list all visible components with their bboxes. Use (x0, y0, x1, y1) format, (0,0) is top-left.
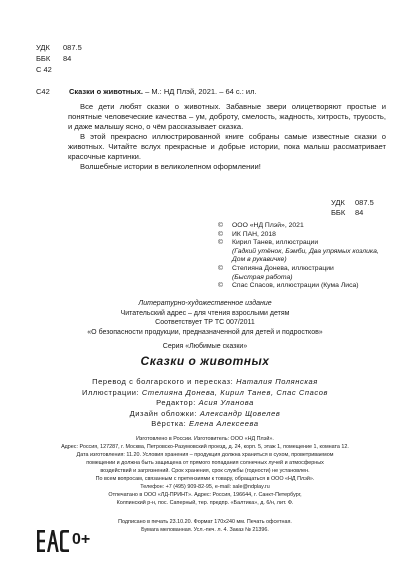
copyright-icon: © (218, 230, 224, 238)
bbk-row-right (331, 208, 374, 218)
copyright-text: Стелияна Донева, иллюстрации (232, 264, 334, 272)
copyright-text: Кирил Танев, иллюстрации (232, 239, 319, 247)
biblio-code: С42 (36, 87, 50, 96)
imprint-line: Дата изготовления: 11.20. Условия хранения – продукция должна храниться в сухом, проветриваемом (76, 452, 334, 458)
annotation (68, 102, 386, 172)
udk-key: УДК (331, 198, 345, 207)
annotation-paragraph: Волшебные истории в великолепном оформлении! (80, 162, 261, 171)
imprint-line: помещении и должна быть защищена от прямого попадания солнечных лучей и атмосферных (86, 460, 324, 466)
manufacturer-info (40, 435, 370, 491)
credit-name: Асия Уланова (198, 398, 254, 408)
biblio-rest: – М.: НД Плэй, 2021. – 64 с.: ил. (142, 87, 257, 96)
credit-line (40, 419, 370, 430)
udk-value: 087.5 (355, 198, 374, 207)
bbk-row (36, 53, 82, 64)
printing-line: Колпинский р-н, пос. Саперный, тер. предпр. «Балтика», д. 6/н, лит. Ф. (116, 500, 294, 506)
edition-info (40, 299, 370, 337)
signing-line: Бумага мелованная. Усл.-печ. л. 4. Заказ № 21396. (141, 527, 269, 533)
credit-line (40, 388, 370, 399)
credit-line (40, 398, 370, 409)
copyright-icon: © (218, 282, 224, 290)
book-title: Сказки о животных (140, 354, 270, 368)
copyright-list (218, 222, 390, 291)
copyright-item (218, 222, 390, 231)
classification-block-right (331, 198, 374, 218)
biblio-title: Сказки о животных. (69, 87, 143, 96)
credit-label: Иллюстрации: (81, 387, 142, 397)
copyright-note: (Гадкий утёнок, Бэмби, Два упрямых козлика, Дом в рукавичке) (232, 247, 379, 264)
imprint-line: Телефон: +7 (495) 909-82-95, e-mail: sale@ndplay.ru (140, 484, 270, 490)
annotation-paragraph: Все дети любят сказки о животных. Забавные звери олицетворяют простые и понятные человеческие качества – ум, доброту, смелость, жадность, хитрость, трусость, и даже малышу ясно, о чём рассказывает сказка. (68, 102, 386, 131)
series-line: Серия «Любимые сказки» (162, 343, 248, 350)
signing-line: Подписано в печать 23.10.20. Формат 170x240 мм. Печать офсетная. (118, 519, 292, 525)
classification-block (36, 42, 82, 75)
credit-label: Редактор: (156, 398, 199, 408)
credit-line (40, 409, 370, 420)
credits (40, 377, 370, 430)
imprint-line: воздействий и загрязнений. Срок хранения, срок службы (годности) не установлен. (100, 468, 310, 474)
copyright-item (218, 265, 390, 274)
imprint-line: Адрес: Россия, 127287, г. Москва, Петровско-Разумовский проезд, д. 24, корп. 5, этаж 1, помещение 1, комната 12. (61, 444, 349, 450)
printing-info (40, 491, 370, 507)
annotation-paragraph: В этой прекрасно иллюстрированной книге собраны самые известные сказки о животных. Читайте вслух прекрасные и добрые истории, пока малыш рассматривает красочные картинки. (68, 132, 386, 161)
bbk-value: 84 (63, 54, 72, 63)
edition-type-text: Литературно-художественное издание (138, 300, 272, 307)
printing-line: Отпечатано в ООО «ЛД-ПРИНТ». Адрес: Россия, 196644, г. Санкт-Петербург, (108, 492, 302, 498)
bbk-key: ББК (36, 54, 51, 63)
credit-label: Вёрстка: (151, 419, 190, 429)
copyright-item (218, 231, 390, 240)
credit-name: Наталия Полянская (236, 377, 318, 386)
copyright-item (218, 282, 390, 291)
credit-label: Перевод с болгарского и пересказ: (92, 377, 237, 386)
copyright-note: (Быстрая работа) (232, 273, 293, 281)
credit-name: Стелияна Донева, Кирил Танев, Спас Спасов (141, 387, 329, 397)
edition-standard: Соответствует ТР ТС 007/2011 (155, 319, 255, 326)
copyright-icon: © (218, 222, 224, 229)
copyright-text: ИК ПАН, 2018 (232, 230, 276, 238)
copyright-icon: © (218, 264, 224, 272)
udk-key: УДК (36, 43, 50, 52)
edition-audience: Читательский адрес – для чтения взрослыми детям (120, 309, 290, 317)
udk-value: 087.5 (63, 43, 82, 52)
copyright-icon: © (218, 239, 224, 247)
age-rating: 0+ (72, 531, 91, 548)
copyright-text: Спас Спасов, иллюстрации (Кума Лиса) (232, 282, 359, 290)
credit-name: Елена Алексеева (189, 419, 259, 429)
udk-row-right (331, 198, 374, 208)
copyright-text: ООО «НД Плэй», 2021 (232, 222, 304, 229)
imprint-line: По всем вопросам, связанным с претензиями к товару, обращаться в ООО «НД Плэй». (95, 476, 315, 482)
eac-mark-icon (37, 530, 69, 552)
imprint-line: Изготовлено в России. Изготовитель: ООО «НД Плэй». (136, 436, 274, 442)
credit-line (40, 377, 370, 388)
biblio-entry (69, 87, 257, 96)
edition-standard-title: «О безопасности продукции, предназначенной для детей и подростков» (87, 328, 323, 336)
author-sign: С 42 (36, 65, 52, 74)
copyright-item (218, 239, 390, 248)
udk-row (36, 42, 82, 53)
edition-type (40, 299, 370, 309)
bbk-value: 84 (355, 208, 364, 217)
credit-name: Александр Щовелев (199, 408, 281, 418)
credit-label: Дизайн обложки: (129, 408, 200, 418)
bbk-key: ББК (331, 208, 346, 217)
